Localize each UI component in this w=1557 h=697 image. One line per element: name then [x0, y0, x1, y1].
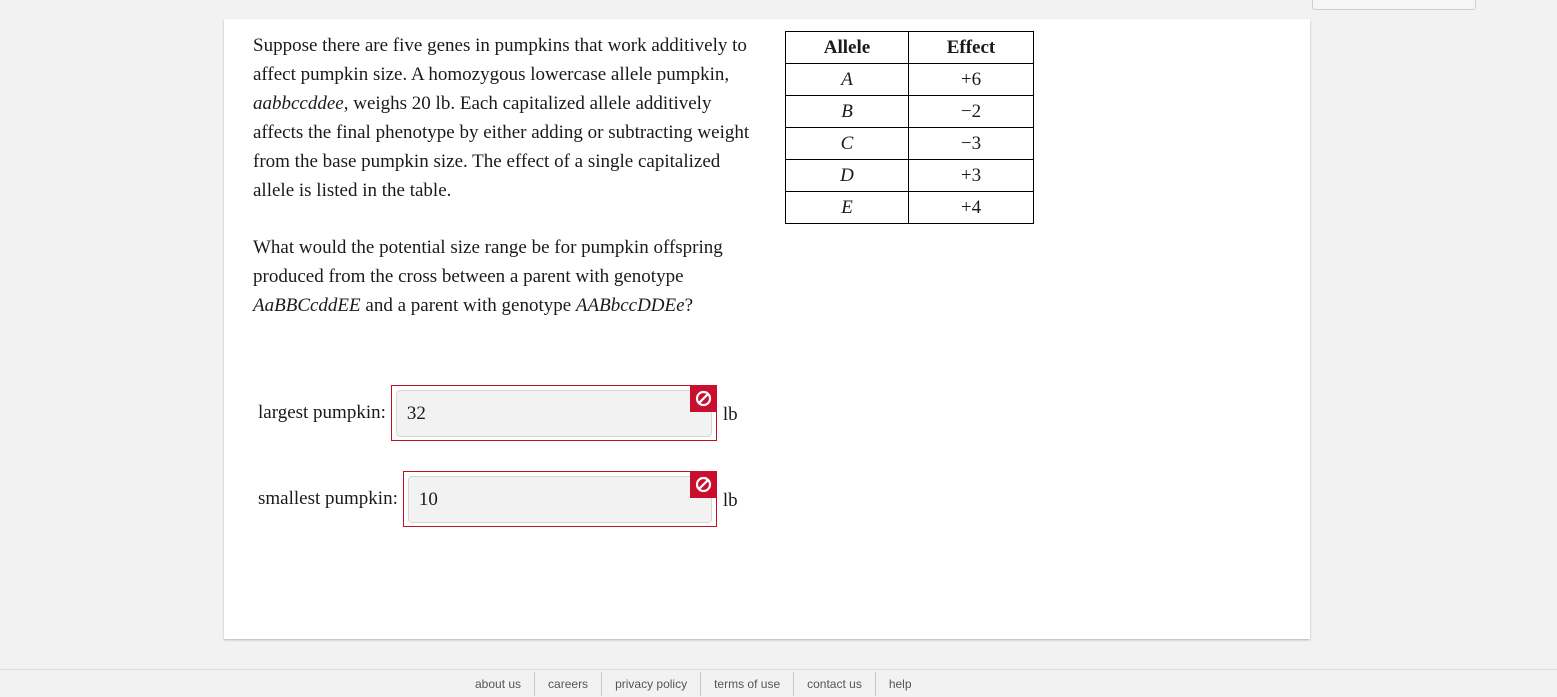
footer-link-help[interactable]: help	[875, 672, 925, 696]
allele-cell: E	[786, 192, 909, 224]
footer-link-careers[interactable]: careers	[534, 672, 601, 696]
genotype-text: AABbccDDEe	[575, 295, 685, 316]
unit-label: lb	[722, 490, 738, 511]
question-paragraph-1: Suppose there are five genes in pumpkins that work additively to affect pumpkin size. A homozygous lowercase allele pumpkin, aabbccddee, weighs 20 lb. Each capitalized allele additively affects the final phenotype by either adding or subtracting weight from the base pumpkin size. The effect of a single capitalized allele is listed in the table.	[253, 35, 750, 201]
allele-cell: D	[786, 160, 909, 192]
table-row	[786, 128, 1034, 160]
effect-cell: −3	[909, 128, 1034, 160]
footer-link-privacy-policy[interactable]: privacy policy	[601, 672, 700, 696]
smallest-pumpkin-row	[258, 471, 738, 527]
column-header-effect: Effect	[909, 32, 1034, 64]
allele-cell: C	[786, 128, 909, 160]
largest-pumpkin-input-frame	[391, 385, 717, 441]
footer-link-contact-us[interactable]: contact us	[793, 672, 875, 696]
genotype-text: AaBBCcddEE	[253, 295, 361, 316]
unit-label: lb	[722, 404, 738, 425]
footer	[0, 669, 1557, 697]
footer-links	[462, 670, 925, 697]
prohibited-icon	[690, 385, 717, 412]
largest-pumpkin-label: largest pumpkin:	[258, 402, 386, 423]
smallest-pumpkin-input[interactable]	[408, 476, 712, 523]
largest-pumpkin-input[interactable]	[396, 390, 712, 437]
effect-cell: +6	[909, 64, 1034, 96]
column-header-allele: Allele	[786, 32, 909, 64]
question-card	[224, 19, 1310, 639]
allele-cell: A	[786, 64, 909, 96]
smallest-pumpkin-label: smallest pumpkin:	[258, 488, 398, 509]
question-text	[253, 31, 758, 320]
footer-link-about-us[interactable]: about us	[475, 676, 522, 691]
table-row	[786, 96, 1034, 128]
effect-cell: −2	[909, 96, 1034, 128]
genotype-text: aabbccddee	[253, 93, 344, 114]
allele-effect-table	[785, 31, 1034, 224]
footer-link-terms-of-use[interactable]: terms of use	[700, 672, 793, 696]
table-row	[786, 64, 1034, 96]
effect-cell: +4	[909, 192, 1034, 224]
question-paragraph-2: What would the potential size range be for pumpkin offspring produced from the cross between a parent with genotype AaBBCcddEE and a parent with genotype AABbccDDEe?	[253, 237, 723, 316]
table-row	[786, 192, 1034, 224]
smallest-pumpkin-input-frame	[403, 471, 717, 527]
prohibited-icon	[690, 471, 717, 498]
allele-cell: B	[786, 96, 909, 128]
table-header-row	[786, 32, 1034, 64]
table-row	[786, 160, 1034, 192]
largest-pumpkin-row	[258, 385, 738, 441]
effect-cell: +3	[909, 160, 1034, 192]
top-toolbar-control[interactable]	[1312, 0, 1476, 10]
